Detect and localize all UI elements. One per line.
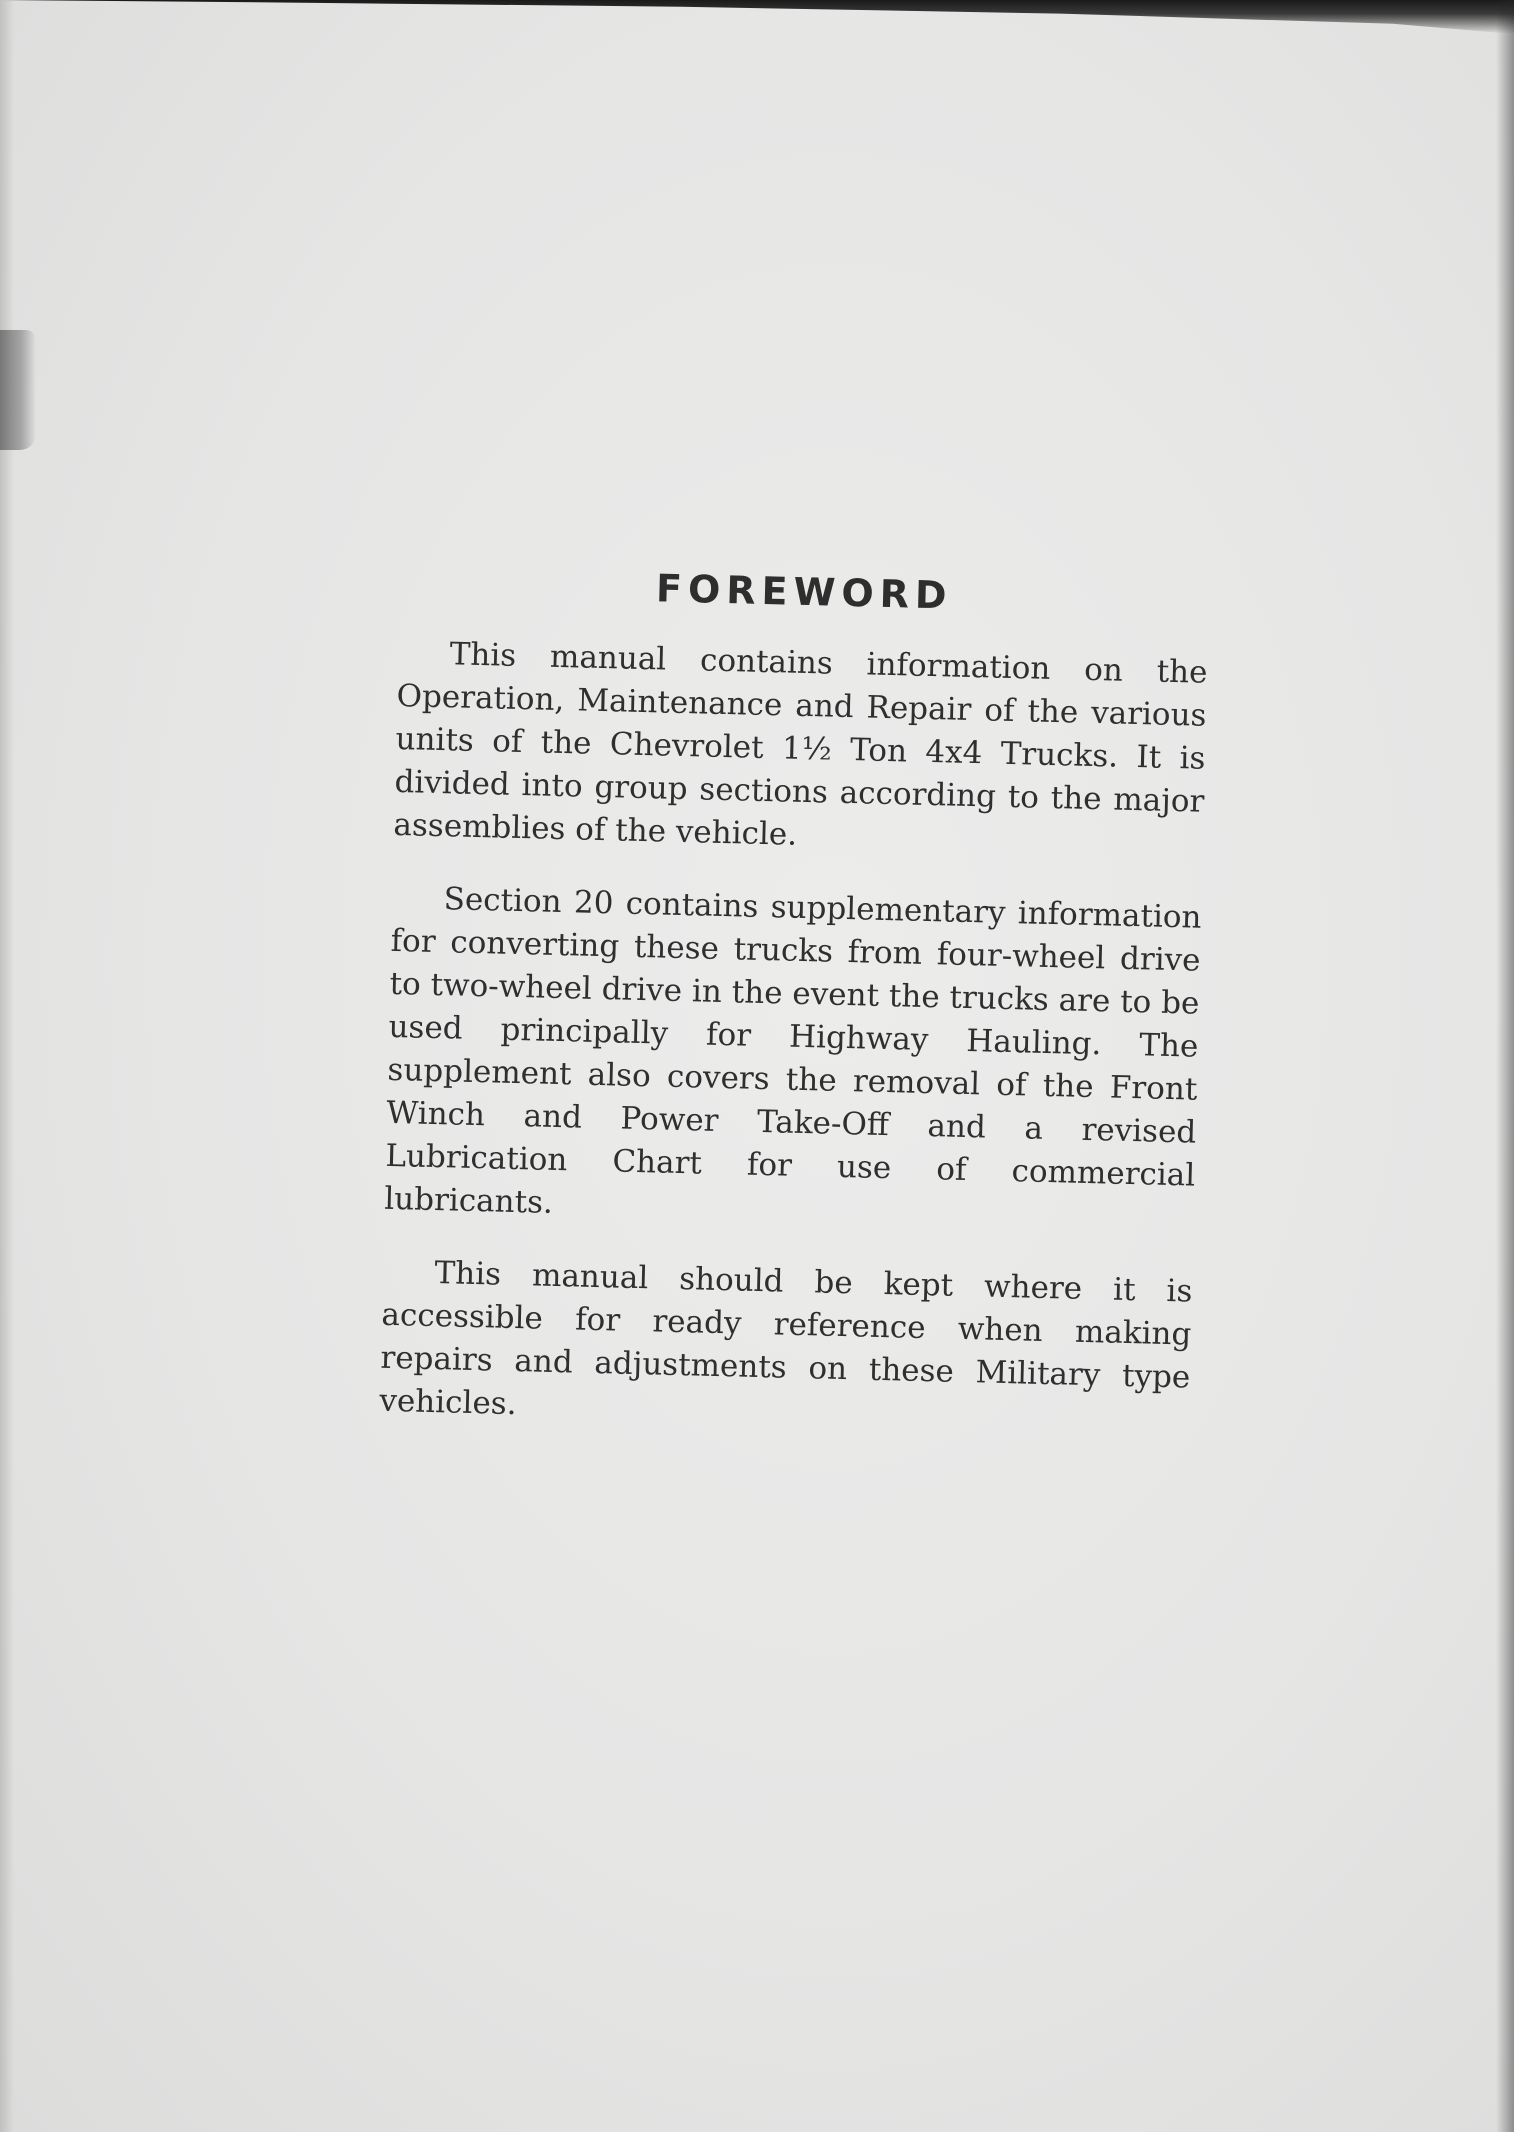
page-title: FOREWORD: [655, 566, 954, 618]
paragraph-intro: This manual contains information on the Operation, Maintenance and Repair of the various units of the Chevrolet 1½ Ton 4x4 Trucks. It is divided into group sections according to the major assemblies of the vehicle.: [393, 636, 1208, 853]
page-top-edge-shadow: [0, 0, 1514, 34]
page-left-edge: [0, 0, 14, 2132]
foreword-section: [378, 560, 1210, 1473]
paragraph-accessibility: This manual should be kept where it is accessible for ready reference when making repairs and adjustments on these Military type vehicles.: [379, 1255, 1193, 1423]
page-right-edge-shadow: [1496, 0, 1514, 2132]
binding-tab: [0, 330, 36, 450]
paragraph-section-20: Section 20 contains supplementary information for converting these trucks from four-wheel drive to two-wheel drive in the event the trucks are to be used principally for Highway Hauling. The supplement also covers the removal of the Front Winch and Power Take-Off and a revised Lubrication Chart for use of commercial lubricants.: [383, 881, 1202, 1221]
